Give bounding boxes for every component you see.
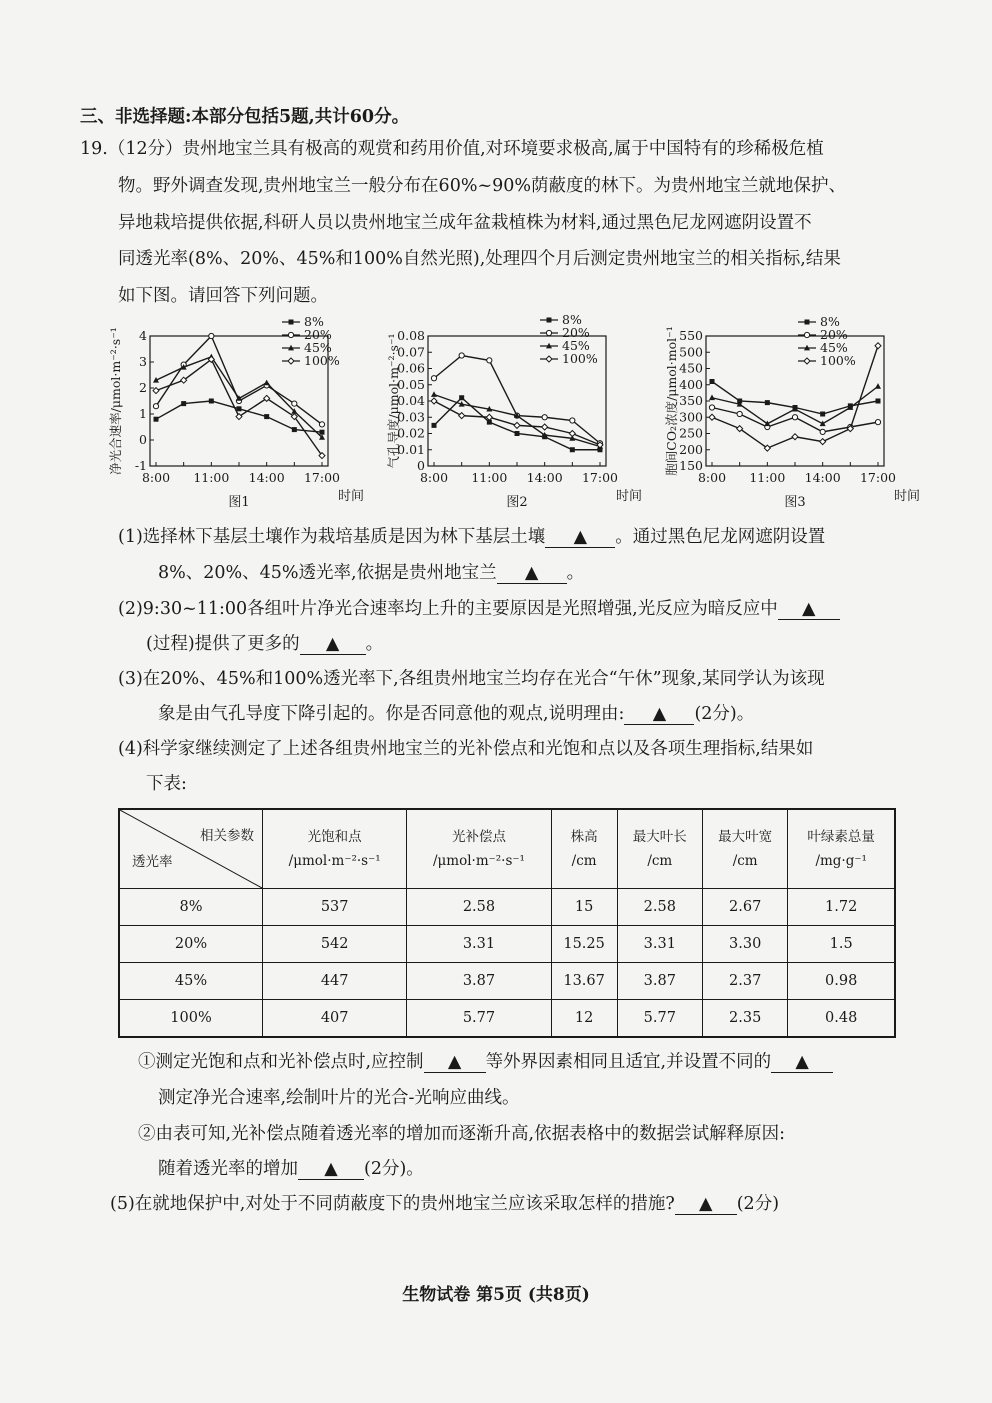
q4-2-text-c: (2分)。 (364, 1159, 424, 1179)
q3-text-b: 象是由气孔导度下降引起的。你是否同意他的观点,说明理由: (158, 704, 625, 724)
table-cell: 15.25 (551, 926, 617, 963)
x-tick-label: 17:00 (581, 470, 619, 485)
x-tick-label: 11:00 (471, 470, 508, 485)
chart-title: 图3 (784, 495, 806, 510)
data-point (292, 401, 297, 406)
y-tick-label: 0.03 (397, 409, 425, 425)
data-point (459, 353, 464, 358)
series-line (434, 356, 600, 444)
table-cell: 2.67 (702, 889, 787, 926)
data-point (153, 404, 158, 409)
table-cell: 5.77 (617, 1000, 702, 1038)
q3-answer-blank[interactable]: ▲ (624, 704, 694, 725)
y-tick-label: 0 (139, 432, 147, 447)
data-point (804, 332, 809, 337)
x-axis-label: 时间 (338, 489, 365, 504)
row-rate: 20% (119, 926, 263, 963)
table-cell: 3.87 (617, 963, 702, 1000)
chart-2-svg (372, 310, 643, 520)
data-point (288, 332, 293, 337)
legend-label: 45% (820, 340, 848, 355)
table-cell: 542 (263, 926, 407, 963)
x-tick-label: 14:00 (248, 470, 285, 485)
data-point (710, 379, 715, 384)
data-point (264, 380, 270, 386)
data-point (876, 399, 881, 404)
y-axis-label: 胞间CO₂浓度/μmol·mol⁻¹ (664, 326, 679, 476)
figure-2 (372, 310, 643, 524)
data-point (320, 430, 325, 435)
y-tick-label: 2 (139, 380, 147, 395)
legend-label: 100% (304, 353, 340, 368)
q4-2-text-b: 随着透光率的增加 (158, 1159, 298, 1179)
table-header-cell (551, 809, 617, 889)
question-1-line-2 (158, 561, 584, 585)
y-tick-label: 300 (679, 409, 703, 425)
x-tick-label: 8:00 (141, 470, 171, 485)
question-4-line-1: (4)科学家继续测定了上述各组贵州地宝兰的光补偿点和光饱和点以及各项生理指标,结果如 (118, 739, 814, 759)
data-point (432, 423, 437, 428)
table-row (119, 963, 895, 1000)
data-point (487, 358, 492, 363)
header-unit: /μmol·m⁻²·s⁻¹ (432, 853, 525, 869)
y-tick-label: 500 (679, 344, 703, 360)
legend-label: 20% (820, 327, 848, 342)
q4-1-text-a: ①测定光饱和点和光补偿点时,应控制 (138, 1052, 424, 1072)
table-header-cell (407, 809, 551, 889)
x-tick-label: 14:00 (804, 470, 841, 485)
intro-line-2: 物。野外调查发现,贵州地宝兰一般分布在60%~90%荫蔽度的林下。为贵州地宝兰就地保护、 (118, 176, 847, 196)
header-unit: /cm (647, 853, 673, 869)
data-point (288, 358, 294, 364)
x-axis-label: 时间 (616, 489, 643, 504)
x-axis-label: 时间 (894, 489, 921, 504)
table-header-cell (263, 809, 407, 889)
y-axis-label: 净光合速率/μmol·m⁻²·s⁻¹ (108, 327, 123, 475)
table-cell: 0.98 (788, 963, 895, 1000)
data-point (264, 414, 269, 419)
table-cell: 3.87 (407, 963, 551, 1000)
data-point (431, 398, 437, 404)
corner-label-bottom: 透光率 (132, 854, 173, 870)
data-point (570, 447, 575, 452)
row-rate: 100% (119, 1000, 263, 1038)
q1-text-d: 。 (566, 563, 585, 583)
y-tick-label: 150 (679, 458, 703, 473)
y-tick-label: 0.06 (397, 360, 425, 376)
table-cell: 1.5 (788, 926, 895, 963)
data-point (515, 431, 520, 436)
header-name: 光补偿点 (451, 829, 506, 845)
y-tick-label: 250 (679, 425, 703, 441)
q1-answer-blank-1[interactable]: ▲ (545, 527, 615, 548)
data-point (570, 418, 575, 423)
data-point (431, 391, 437, 397)
physiology-table (118, 808, 896, 1038)
q1-text-a: (1)选择林下基层土壤作为栽培基质是因为林下基层土壤 (118, 527, 546, 547)
question-3-line-2 (158, 702, 754, 726)
corner-label-top: 相关参数 (200, 828, 254, 844)
data-point (875, 420, 880, 425)
data-point (765, 400, 770, 405)
data-point (804, 358, 810, 364)
legend-label: 8% (562, 312, 582, 327)
x-tick-label: 8:00 (697, 470, 727, 485)
chart-3-svg (650, 310, 921, 520)
data-point (737, 411, 742, 416)
q5-answer-blank[interactable]: ▲ (675, 1194, 737, 1215)
question-1-line-1 (118, 525, 825, 549)
legend-label: 45% (304, 340, 332, 355)
data-point (459, 395, 464, 400)
x-tick-label: 14:00 (526, 470, 563, 485)
question-4-2-line-2 (158, 1157, 424, 1181)
question-2-line-2 (146, 632, 383, 656)
header-unit: /cm (571, 853, 597, 869)
y-tick-label: 0.08 (397, 328, 425, 343)
data-point (820, 439, 826, 445)
figure-3 (650, 310, 921, 524)
y-tick-label: 0.04 (397, 393, 425, 408)
table-cell: 447 (263, 963, 407, 1000)
data-point (546, 330, 551, 335)
q2-text-c: 。 (365, 634, 384, 654)
y-tick-label: 0.02 (397, 425, 425, 441)
table-row (119, 1000, 895, 1038)
data-point (546, 356, 552, 362)
question-4-1-line-2: 测定净光合速率,绘制叶片的光合-光响应曲线。 (158, 1088, 520, 1108)
data-point (792, 434, 798, 440)
data-point (569, 431, 575, 437)
table-cell: 3.31 (407, 926, 551, 963)
data-point (514, 422, 520, 428)
y-tick-label: 450 (679, 360, 703, 376)
data-point (805, 320, 810, 325)
data-point (154, 417, 159, 422)
intro-line-5: 如下图。请回答下列问题。 (118, 286, 328, 306)
y-tick-label: 0.07 (397, 344, 425, 360)
q1-text-b: 。通过黑色尼龙网遮阴设置 (615, 527, 826, 547)
table-cell: 3.31 (617, 926, 702, 963)
data-point (431, 376, 436, 381)
q5-text-a: (5)在就地保护中,对处于不同荫蔽度下的贵州地宝兰应该采取怎样的措施? (110, 1194, 675, 1214)
table-cell: 537 (263, 889, 407, 926)
intro-line-1: 19.（12分）贵州地宝兰具有极高的观赏和药用价值,对环境要求极高,属于中国特有的珍稀极危植 (80, 139, 824, 159)
header-unit: /μmol·m⁻²·s⁻¹ (288, 853, 381, 869)
data-point (542, 424, 548, 430)
data-point (181, 401, 186, 406)
header-name: 叶绿素总量 (807, 829, 875, 845)
section-heading: 三、非选择题:本部分包括5题,共计60分。 (80, 107, 410, 127)
x-tick-label: 11:00 (193, 470, 230, 485)
table-cell: 2.58 (617, 889, 702, 926)
legend-label: 8% (820, 314, 840, 329)
y-tick-label: -1 (134, 458, 147, 473)
table-cell: 2.58 (407, 889, 551, 926)
table-cell: 407 (263, 1000, 407, 1038)
chart-1-svg (108, 310, 365, 520)
question-4-2-line-1: ②由表可知,光补偿点随着透光率的增加而逐渐升高,依据表格中的数据尝试解释原因: (138, 1124, 786, 1144)
data-point (209, 333, 214, 338)
table-row (119, 889, 895, 926)
q5-text-b: (2分) (736, 1194, 780, 1214)
header-name: 株高 (570, 829, 598, 845)
data-point (289, 320, 294, 325)
q3-text-c: (2分)。 (694, 704, 755, 724)
header-unit: /mg·g⁻¹ (815, 853, 867, 869)
y-tick-label: 350 (679, 393, 703, 408)
y-tick-label: 200 (679, 441, 703, 457)
table-header-cell (702, 809, 787, 889)
legend-label: 100% (562, 351, 598, 366)
data-point (875, 383, 881, 389)
page-footer: 生物试卷 第5页 (共8页) (402, 1285, 590, 1305)
data-point (820, 412, 825, 417)
intro-line-3: 异地栽培提供依据,科研人员以贵州地宝兰成年盆栽植株为材料,通过黑色尼龙网遮阴设置不 (118, 213, 812, 233)
y-tick-label: 4 (139, 328, 147, 343)
q4-1-answer-blank-2[interactable]: ▲ (771, 1052, 833, 1073)
plot-frame (706, 336, 884, 466)
y-tick-label: 0.05 (397, 376, 425, 392)
data-point (875, 343, 881, 349)
header-name: 最大叶宽 (718, 829, 773, 845)
question-5-line (110, 1192, 779, 1216)
data-point (209, 399, 214, 404)
table-cell: 13.67 (551, 963, 617, 1000)
question-3-line-1: (3)在20%、45%和100%透光率下,各组贵州地宝兰均存在光合“午休”现象,某同学认为该现 (118, 669, 825, 689)
header-unit: /cm (732, 853, 758, 869)
y-tick-label: 1 (139, 406, 147, 421)
question-2-line-1 (118, 597, 840, 621)
x-tick-label: 17:00 (303, 470, 341, 485)
data-point (319, 422, 324, 427)
data-point (709, 414, 715, 420)
row-rate: 45% (119, 963, 263, 1000)
x-tick-label: 8:00 (419, 470, 449, 485)
q1-answer-blank-2[interactable]: ▲ (497, 563, 567, 584)
legend-label: 8% (304, 314, 324, 329)
data-point (459, 413, 465, 419)
intro-line-4: 同透光率(8%、20%、45%和100%自然光照),处理四个月后测定贵州地宝兰的相关指标,结果 (118, 249, 841, 269)
x-tick-label: 17:00 (859, 470, 897, 485)
y-tick-label: 0 (417, 458, 425, 473)
table-cell: 15 (551, 889, 617, 926)
q1-text-c: 8%、20%、45%透光率,依据是贵州地宝兰 (158, 563, 497, 583)
table-cell: 2.37 (702, 963, 787, 1000)
chart-title: 图1 (228, 495, 250, 510)
table-corner-cell (119, 809, 263, 889)
data-point (709, 405, 714, 410)
header-name: 最大叶长 (632, 829, 687, 845)
table-cell: 2.35 (702, 1000, 787, 1038)
table-header-row (119, 809, 895, 889)
table-row (119, 926, 895, 963)
row-rate: 8% (119, 889, 263, 926)
question-4-1-line-1 (138, 1050, 833, 1074)
table-cell: 12 (551, 1000, 617, 1038)
q4-2-answer-blank[interactable]: ▲ (298, 1159, 364, 1180)
table-cell: 3.30 (702, 926, 787, 963)
data-point (792, 415, 797, 420)
table-header-cell (617, 809, 702, 889)
q2-text-b: (过程)提供了更多的 (146, 634, 300, 654)
header-name: 光饱和点 (307, 829, 362, 845)
legend-label: 20% (304, 327, 332, 342)
q2-answer-blank-2[interactable]: ▲ (300, 634, 366, 655)
y-axis-label: 气孔导度/μmol·m⁻²·s⁻¹ (386, 333, 401, 469)
q2-text-a: (2)9:30~11:00各组叶片净光合速率均上升的主要原因是光照增强,光反应为暗反应中 (118, 599, 778, 619)
legend-label: 100% (820, 353, 856, 368)
table-cell: 0.48 (788, 1000, 895, 1038)
x-tick-label: 11:00 (749, 470, 786, 485)
y-tick-label: 0.01 (397, 441, 425, 457)
figure-1 (108, 310, 365, 524)
y-tick-label: 3 (139, 354, 147, 369)
table-header-cell (788, 809, 895, 889)
table-cell: 5.77 (407, 1000, 551, 1038)
data-point (820, 429, 825, 434)
data-point (709, 395, 715, 401)
table-cell: 1.72 (788, 889, 895, 926)
question-4-line-2: 下表: (146, 774, 187, 794)
legend-label: 20% (562, 325, 590, 340)
data-point (547, 318, 552, 323)
q4-1-text-b: 等外界因素相同且适宜,并设置不同的 (485, 1052, 772, 1072)
q2-answer-blank-1[interactable]: ▲ (778, 599, 840, 620)
legend-label: 45% (562, 338, 590, 353)
data-point (292, 427, 297, 432)
y-tick-label: 400 (679, 376, 703, 392)
y-tick-label: 550 (679, 328, 703, 343)
data-point (542, 415, 547, 420)
chart-title: 图2 (506, 495, 528, 510)
corner-diagonal-line (120, 810, 262, 888)
data-point (237, 406, 242, 411)
q4-1-answer-blank-1[interactable]: ▲ (424, 1052, 486, 1073)
